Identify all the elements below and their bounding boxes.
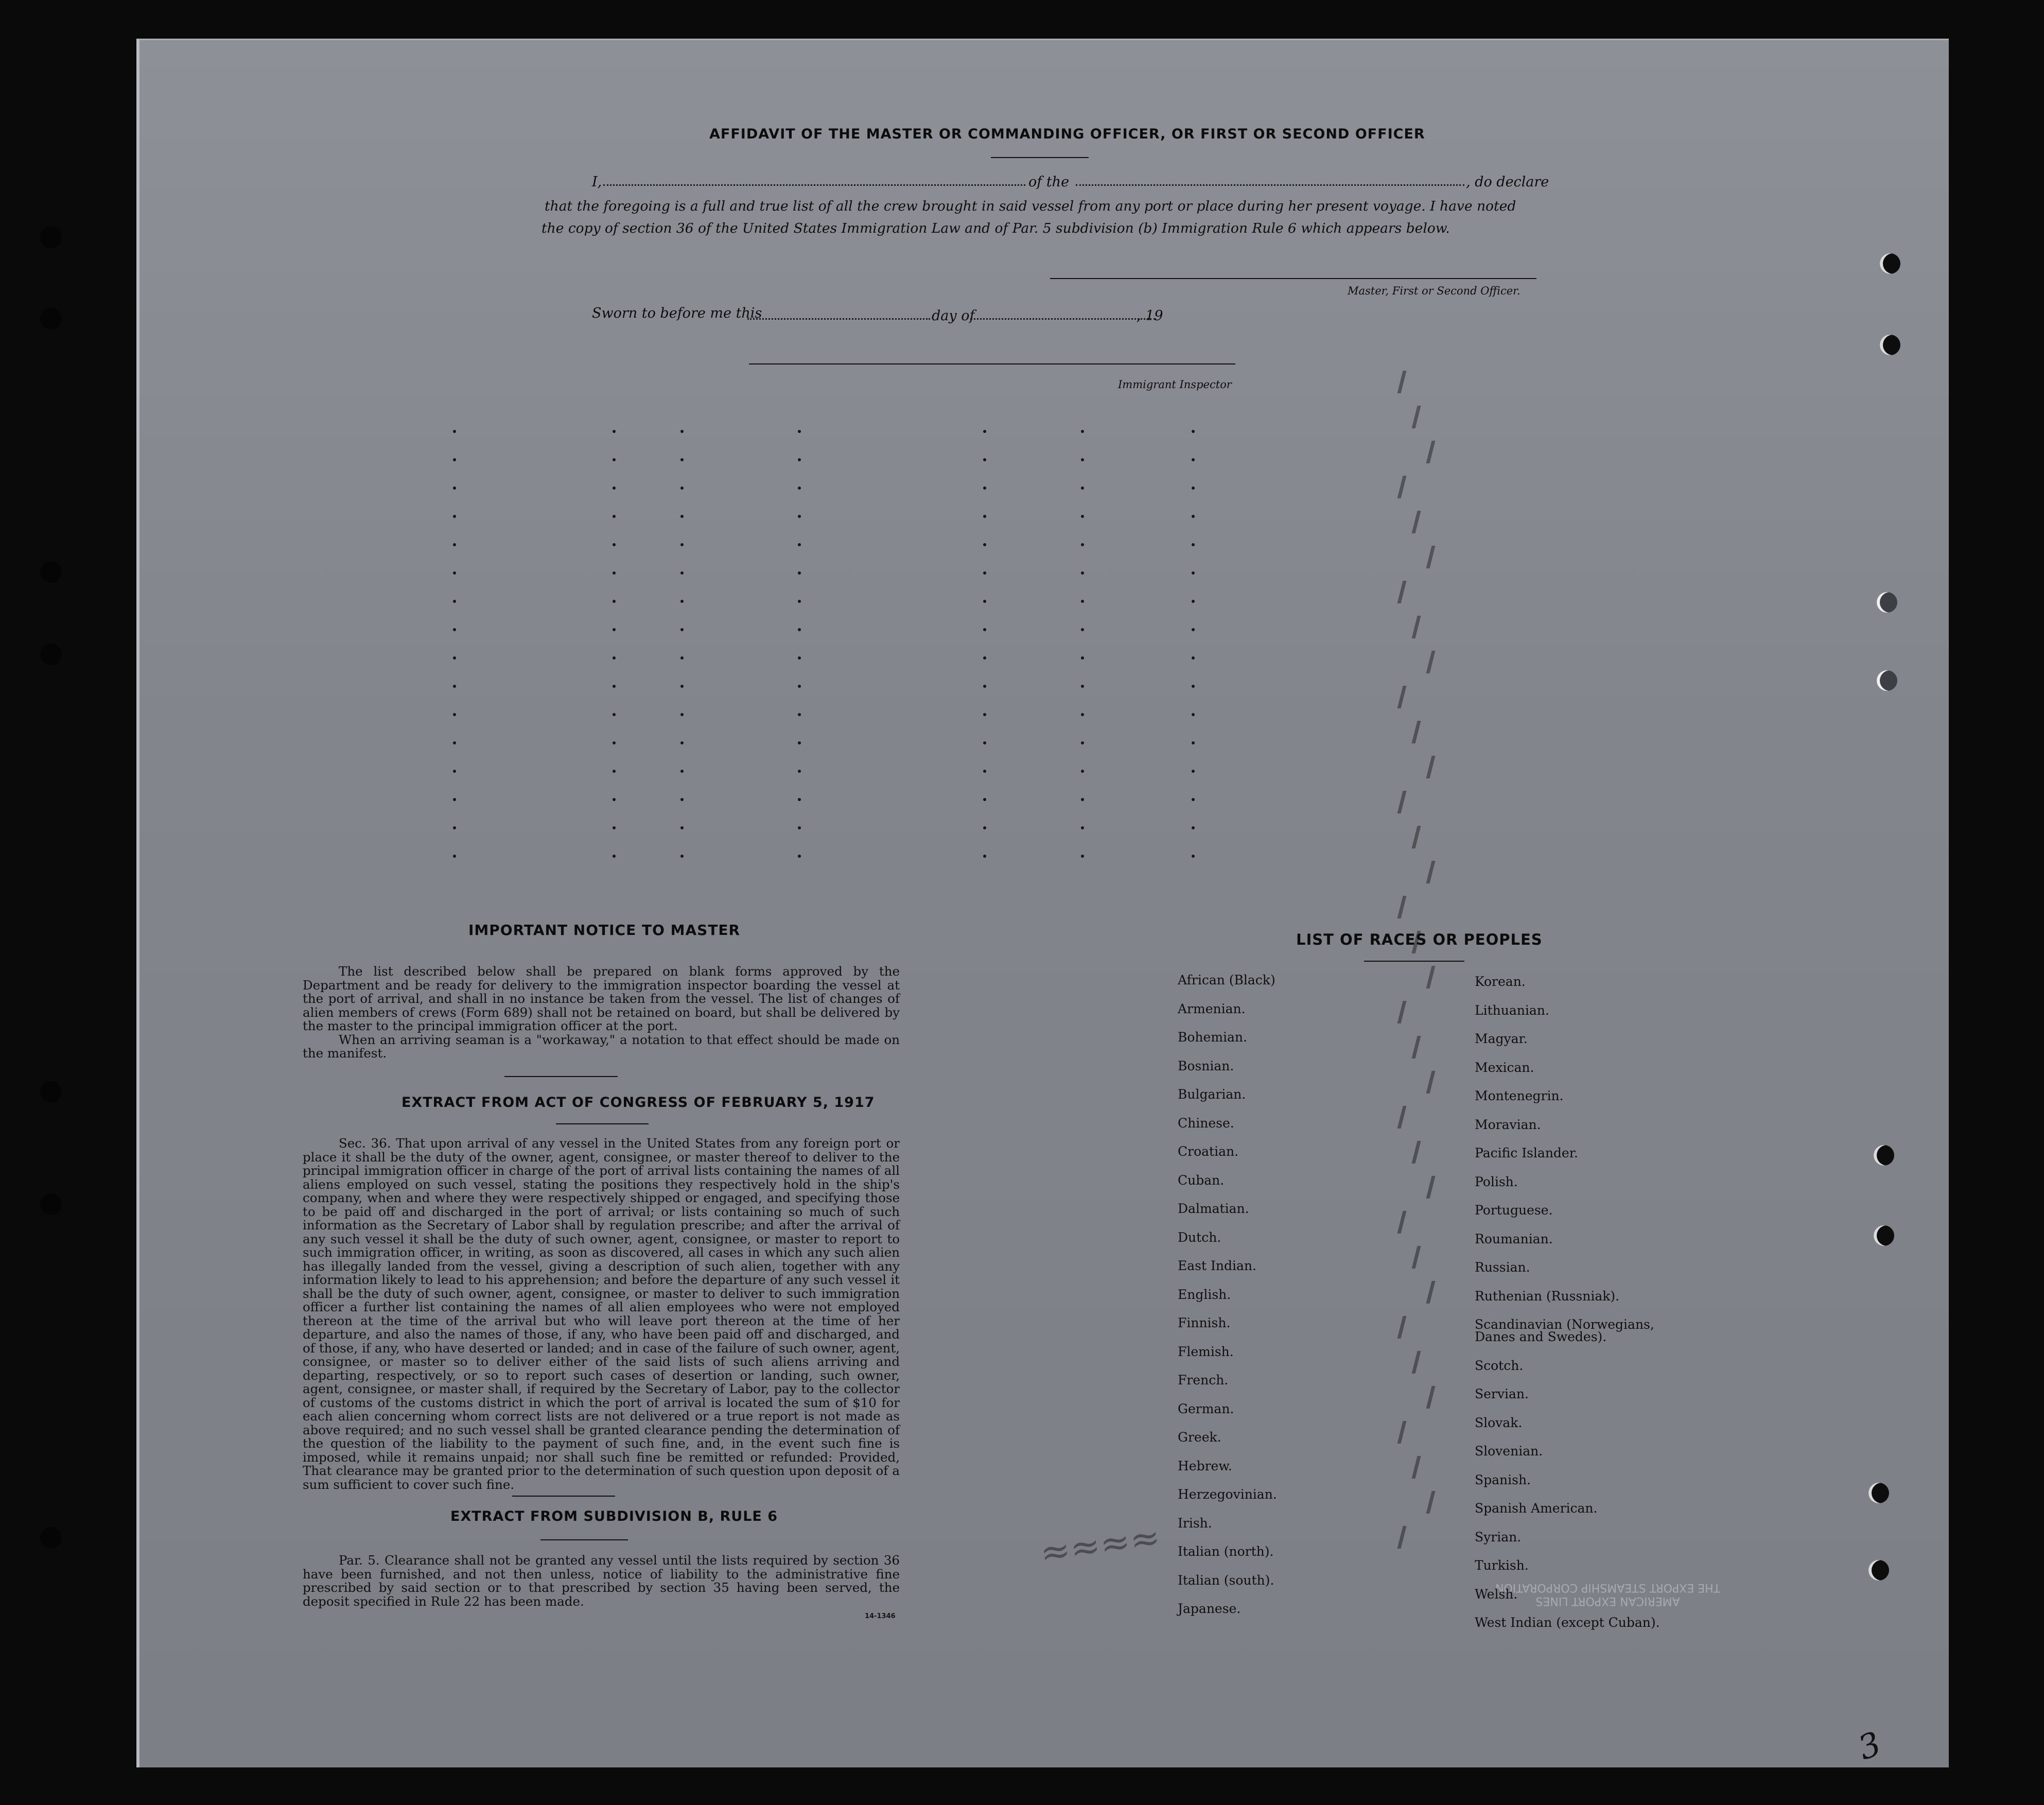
guide-dot — [1081, 855, 1084, 858]
guide-dot — [1081, 826, 1084, 829]
race-item: Armenian. — [1178, 1001, 1246, 1016]
guide-dot — [453, 628, 456, 631]
race-item: Flemish. — [1178, 1344, 1234, 1359]
guide-dot — [453, 798, 456, 801]
race-item: Slovenian. — [1475, 1444, 1543, 1459]
guide-dot — [453, 855, 456, 858]
page-number: 3 — [1853, 1725, 1886, 1768]
race-item: Slovak. — [1475, 1415, 1523, 1430]
guide-dot — [798, 571, 801, 575]
signature-line — [1050, 278, 1536, 279]
guide-dot — [983, 685, 986, 688]
guide-dot — [798, 741, 801, 744]
guide-dot — [613, 487, 616, 490]
binder-hole — [1880, 253, 1900, 274]
guide-dot — [1192, 656, 1195, 659]
race-item: Bosnian. — [1178, 1058, 1234, 1073]
guide-dot — [798, 515, 801, 518]
guide-dot — [453, 487, 456, 490]
guide-dot — [453, 430, 456, 433]
guide-dot — [613, 656, 616, 659]
race-item: Cuban. — [1178, 1172, 1225, 1188]
guide-dot — [1081, 600, 1084, 603]
guide-dot — [453, 515, 456, 518]
guide-dot — [1192, 685, 1195, 688]
guide-dot — [1081, 770, 1084, 773]
race-item: Polish. — [1475, 1174, 1518, 1189]
race-item: Korean. — [1475, 974, 1526, 989]
notice-text — [303, 965, 900, 1061]
guide-dot — [1081, 430, 1084, 433]
pencil-notation: ≈≈≈≈ — [1037, 1516, 1163, 1574]
guide-dot — [453, 600, 456, 603]
binder-hole — [40, 308, 62, 329]
divider — [1364, 961, 1464, 962]
inspector-line — [749, 363, 1235, 365]
extract2-paragraph: Par. 5. Clearance shall not be granted any vessel until the lists required by section 36 have been furnished, and not then unless, notice of liability to the administrative fine prescribed by said section or to that prescribed by section 35 having been served, the deposit specified in Rule 22 has been made. — [303, 1553, 900, 1609]
guide-dot — [1192, 826, 1195, 829]
guide-dot — [613, 713, 616, 716]
race-item: Hebrew. — [1178, 1458, 1232, 1473]
guide-dot — [1192, 515, 1195, 518]
race-item: Montenegrin. — [1475, 1088, 1564, 1103]
race-item: Servian. — [1475, 1386, 1529, 1401]
guide-dot — [983, 600, 986, 603]
guide-dot — [453, 826, 456, 829]
affidavit-declare-label: , do declare — [1466, 174, 1549, 190]
guide-dot — [983, 656, 986, 659]
divider — [512, 1496, 615, 1497]
guide-dot — [613, 543, 616, 546]
guide-dot — [1081, 713, 1084, 716]
guide-dot — [453, 571, 456, 575]
race-item: Portuguese. — [1475, 1203, 1553, 1218]
guide-dot — [1192, 430, 1195, 433]
guide-dot — [798, 826, 801, 829]
guide-dot — [1192, 487, 1195, 490]
guide-dot — [798, 543, 801, 546]
guide-dot — [798, 855, 801, 858]
race-item: African (Black) — [1178, 973, 1276, 987]
guide-dot — [680, 600, 684, 603]
affidavit-line3: the copy of section 36 of the United States Immigration Law and of Par. 5 subdivision (b) Immigration Rule 6 which appears below. — [541, 220, 1450, 236]
guide-dot — [798, 798, 801, 801]
race-item: Roumanian. — [1475, 1231, 1553, 1246]
extract1-paragraph: Sec. 36. That upon arrival of any vessel in the United States from any foreign port or place it shall be the duty of the owner, agent, consignee, or master thereof to deliver to the principal immigration officer in charge of the port of arrival lists containing the names of all aliens employed on such vessel, stating the positions they respectively hold in the ship's company, when and where they were respectively shipped or engaged, and specifying those to be paid off and discharged in the port of arrival; or lists containing so much of such information as the Secretary of Labor shall by regulation prescribe; and after the arrival of any such vessel it shall be the duty of such owner, agent, consignee, or master to report to such immigration officer, in writing, as soon as discovered, all cases in which any such alien has illegally landed from the vessel, giving a description of such alien, together with any information likely to lead to his apprehension; and before the departure of any such vessel it shall be the duty of such owner, agent, consignee, or master to deliver to such immigration officer a further list containing the names of all alien employees who were not employed thereon at the time of the arrival but who will leave port thereon at the time of her departure, and also the names of those, if any, who have been paid off and discharged, and of those, if any, who have deserted or landed; and in case of the failure of such owner, agent, consignee, or master so to deliver either of the said lists of such aliens arriving and departing, respectively, or so to report such cases of desertion or landing, such owner, agent, consignee, or master shall, if required by the Secretary of Labor, pay to the collector of customs of the customs district in which the port of arrival is located the sum of $10 for each alien concerning whom correct lists are not delivered or a true report is not made as above required; and no such vessel shall be granted clearance pending the determination of the question of the liability to the payment of such fine, and, in the event such fine is imposed, while it remains unpaid; nor shall such fine be remitted or refunded: Provided, That clearance may be granted prior to the determination of such question upon deposit of a sum sufficient to cover such fine. — [303, 1136, 900, 1492]
race-item: Magyar. — [1475, 1031, 1528, 1046]
notice-paragraph: When an arriving seaman is a "workaway," a notation to that effect should be made on the manifest. — [303, 1032, 900, 1061]
guide-dot — [680, 770, 684, 773]
guide-dot — [613, 600, 616, 603]
affidavit-title: AFFIDAVIT OF THE MASTER OR COMMANDING OFFICER, OR FIRST OR SECOND OFFICER — [709, 126, 1425, 142]
guide-dot — [453, 458, 456, 461]
guide-dot — [798, 600, 801, 603]
race-item: Spanish. — [1475, 1472, 1531, 1487]
guide-dot — [983, 458, 986, 461]
binder-hole — [40, 227, 62, 248]
guide-dot — [1192, 571, 1195, 575]
guide-dot — [613, 685, 616, 688]
guide-dot — [1192, 798, 1195, 801]
guide-dot — [680, 741, 684, 744]
guide-dot — [1081, 458, 1084, 461]
binder-hole — [40, 1081, 62, 1103]
race-item: Syrian. — [1475, 1529, 1522, 1544]
guide-dot — [983, 571, 986, 575]
affidavit-i-label: I, — [592, 174, 602, 190]
race-item: English. — [1178, 1287, 1231, 1302]
race-item: Pacific Islander. — [1475, 1146, 1578, 1160]
guide-dot — [613, 430, 616, 433]
race-item: Scotch. — [1475, 1358, 1524, 1373]
race-item: Herzegovinian. — [1178, 1487, 1277, 1502]
form-number: 14-1346 — [865, 1612, 896, 1620]
guide-dot — [613, 628, 616, 631]
bleed-through-stamp — [1495, 1581, 1720, 1607]
guide-dot — [453, 685, 456, 688]
guide-dot — [680, 798, 684, 801]
guide-dot — [680, 571, 684, 575]
guide-dot — [613, 741, 616, 744]
stamp-line1: AMERICAN EXPORT LINES — [1535, 1594, 1680, 1607]
affidavit-line2: that the foregoing is a full and true list of all the crew brought in said vessel from any port or place during her present voyage. I have noted — [545, 198, 1516, 214]
races-title: LIST OF RACES OR PEOPLES — [1296, 931, 1543, 948]
extract2-title: EXTRACT FROM SUBDIVISION B, RULE 6 — [450, 1508, 778, 1524]
guide-dot — [983, 515, 986, 518]
guide-dot — [680, 826, 684, 829]
guide-dot — [1081, 515, 1084, 518]
affidavit-of-label: of the — [1028, 174, 1070, 190]
guide-dot — [1192, 600, 1195, 603]
form-sheet — [136, 39, 1949, 1767]
guide-dot — [983, 798, 986, 801]
binder-hole — [1877, 670, 1897, 691]
race-item: Irish. — [1178, 1515, 1212, 1531]
binder-hole — [1868, 1560, 1889, 1581]
name-blank — [603, 184, 1025, 186]
guide-dot — [613, 458, 616, 461]
guide-dot — [680, 543, 684, 546]
guide-dot — [1192, 741, 1195, 744]
binder-hole — [1877, 592, 1897, 613]
race-item: East Indian. — [1178, 1258, 1256, 1273]
divider — [556, 1123, 649, 1124]
day-blank — [747, 318, 930, 320]
guide-dot — [1192, 855, 1195, 858]
guide-dot — [613, 571, 616, 575]
guide-dot — [613, 798, 616, 801]
guide-dot — [1081, 543, 1084, 546]
race-item: Danes and Swedes). — [1475, 1329, 1607, 1344]
race-item: French. — [1178, 1373, 1229, 1387]
race-item: Moravian. — [1475, 1117, 1541, 1132]
race-item: Chinese. — [1178, 1115, 1234, 1131]
guide-dot — [798, 770, 801, 773]
guide-dot — [453, 543, 456, 546]
race-item: West Indian (except Cuban). — [1475, 1615, 1660, 1630]
guide-dot — [1081, 656, 1084, 659]
extract2-text — [303, 1554, 900, 1608]
race-item: Welsh. — [1475, 1586, 1518, 1602]
year-label: , 19 — [1137, 308, 1163, 324]
guide-dot — [680, 628, 684, 631]
binder-hole — [40, 561, 62, 583]
guide-dot — [613, 826, 616, 829]
vessel-blank — [1076, 184, 1464, 186]
guide-dot — [1192, 770, 1195, 773]
race-item: Finnish. — [1178, 1315, 1231, 1330]
race-item: Bohemian. — [1178, 1030, 1247, 1045]
binder-hole — [40, 644, 62, 665]
extract1-text — [303, 1137, 900, 1491]
race-item: Dalmatian. — [1178, 1201, 1249, 1216]
guide-dot — [1192, 628, 1195, 631]
race-item: Ruthenian (Russniak). — [1475, 1288, 1620, 1304]
race-item: Croatian. — [1178, 1144, 1239, 1159]
extract1-title: EXTRACT FROM ACT OF CONGRESS OF FEBRUARY 5, 1917 — [401, 1095, 875, 1110]
guide-dot — [798, 656, 801, 659]
race-item: Bulgarian. — [1178, 1087, 1246, 1102]
race-item: German. — [1178, 1401, 1234, 1416]
race-item: Italian (south). — [1178, 1572, 1274, 1588]
inspector-label: Immigrant Inspector — [1118, 378, 1232, 391]
month-blank — [970, 318, 1156, 320]
guide-dot — [798, 458, 801, 461]
guide-dot — [1081, 741, 1084, 744]
divider — [540, 1539, 628, 1540]
guide-dot — [1192, 458, 1195, 461]
guide-dot — [1081, 628, 1084, 631]
race-item: Russian. — [1475, 1260, 1530, 1275]
race-item: Dutch. — [1178, 1229, 1221, 1245]
divider — [504, 1076, 618, 1077]
binder-hole — [1880, 335, 1900, 355]
guide-dot — [983, 713, 986, 716]
guide-dot — [453, 741, 456, 744]
guide-dot — [613, 855, 616, 858]
guide-dot — [1081, 487, 1084, 490]
race-item: Spanish American. — [1475, 1501, 1598, 1516]
notice-paragraph: The list described below shall be prepared on blank forms approved by the Department and be ready for delivery to the immigration inspector boarding the vessel at the port of arrival, and shall in no instance be taken from the vessel. The list of changes of alien members of crews (Form 689) shall not be retained on board, but shall be delivered by the master to the principal immigration officer at the port. — [303, 964, 900, 1033]
guide-dot — [613, 515, 616, 518]
guide-dot — [680, 430, 684, 433]
guide-dot — [1081, 571, 1084, 575]
guide-dot — [1081, 798, 1084, 801]
guide-dot — [798, 713, 801, 716]
guide-dot — [983, 770, 986, 773]
guide-dot — [680, 487, 684, 490]
guide-dot — [983, 628, 986, 631]
guide-dot — [798, 628, 801, 631]
guide-dot — [983, 855, 986, 858]
guide-dot — [983, 741, 986, 744]
guide-dot — [680, 458, 684, 461]
guide-dot — [680, 855, 684, 858]
race-item: Scandinavian (Norwegians, — [1475, 1317, 1654, 1332]
race-item: Italian (north). — [1178, 1544, 1274, 1559]
guide-dot — [680, 685, 684, 688]
guide-dot — [1192, 543, 1195, 546]
stamp-line2: THE EXPORT STEAMSHIP CORPORATION — [1495, 1581, 1721, 1594]
sworn-label: Sworn to before me this — [592, 305, 762, 321]
guide-dot — [1081, 685, 1084, 688]
guide-dot — [983, 430, 986, 433]
guide-dot — [680, 515, 684, 518]
guide-dot — [680, 656, 684, 659]
race-item: Lithuanian. — [1475, 1002, 1549, 1018]
binder-hole — [1874, 1225, 1894, 1246]
guide-dot — [613, 770, 616, 773]
binder-hole — [40, 1527, 62, 1549]
notice-title: IMPORTANT NOTICE TO MASTER — [468, 922, 741, 939]
race-item: Turkish. — [1475, 1558, 1529, 1573]
binder-hole — [40, 1193, 62, 1215]
day-of-label: day of — [932, 308, 975, 324]
guide-dot — [798, 685, 801, 688]
race-item: Mexican. — [1475, 1060, 1534, 1075]
guide-dot — [453, 770, 456, 773]
divider — [991, 157, 1089, 158]
guide-dot — [798, 430, 801, 433]
guide-dot — [680, 713, 684, 716]
binder-hole — [1868, 1483, 1889, 1503]
guide-dot — [453, 713, 456, 716]
guide-dot — [983, 826, 986, 829]
master-label: Master, First or Second Officer. — [1348, 285, 1521, 297]
guide-dot — [453, 656, 456, 659]
guide-dot — [983, 543, 986, 546]
race-item: Japanese. — [1178, 1601, 1241, 1616]
race-item: Greek. — [1178, 1430, 1221, 1445]
guide-dot — [798, 487, 801, 490]
binder-hole — [1874, 1145, 1894, 1166]
guide-dot — [1192, 713, 1195, 716]
guide-dot — [983, 487, 986, 490]
